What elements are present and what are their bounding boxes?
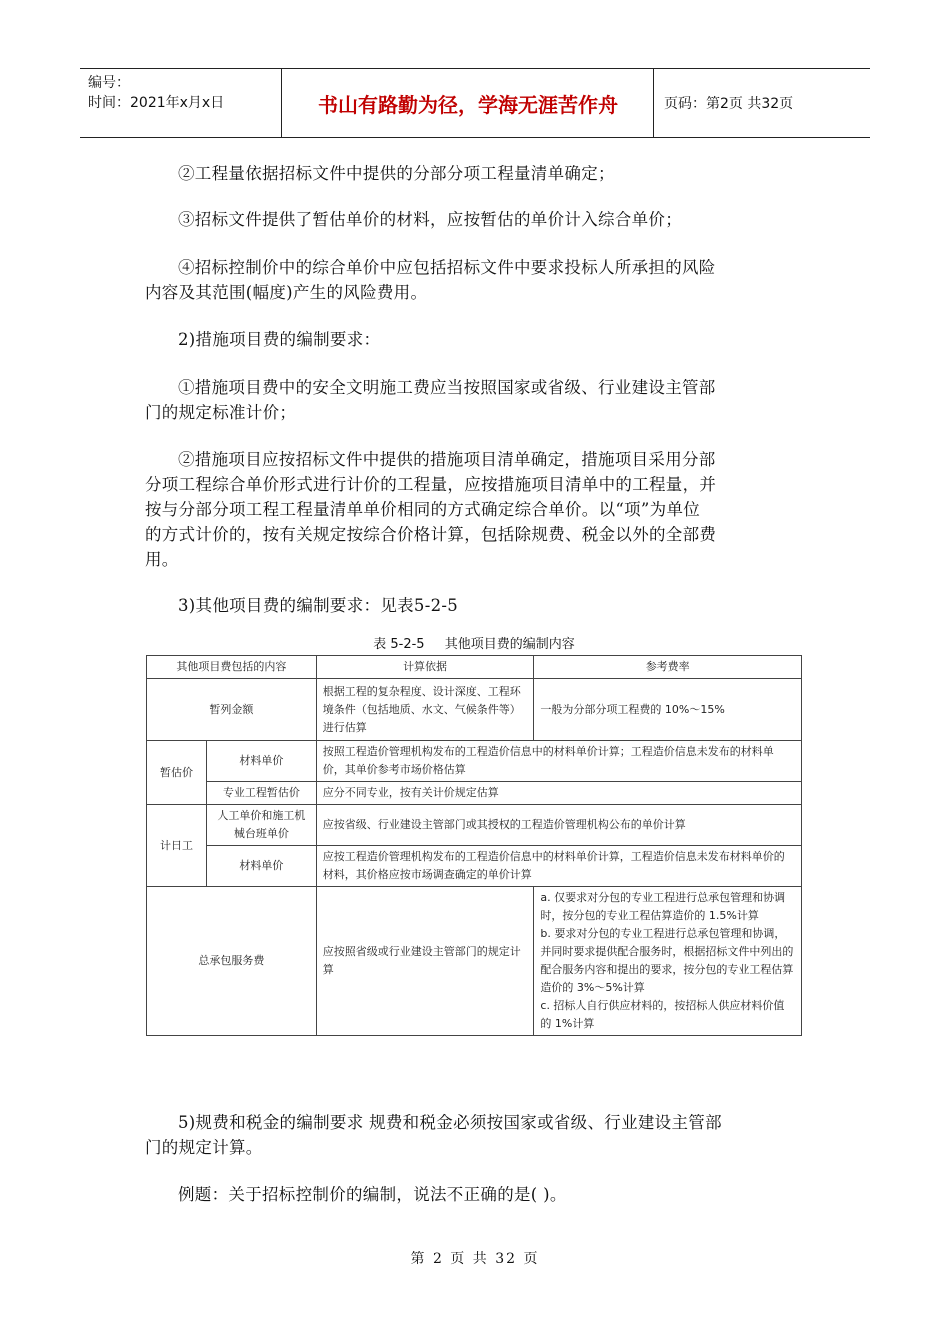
rate-option-b: b. 要求对分包的专业工程进行总承包管理和协调，并同时要求提供配合服务时，根据招标文件中列出的配合服务内容和提出的要求，按分包的专业工程估算造价的 3%～5%计算 [540, 927, 794, 994]
rate-option-a: a. 仅要求对分包的专业工程进行总承包管理和协调时，按分包的专业工程估算造价的 1.5%计算 [540, 891, 786, 922]
basis-cell: 应按省级、行业建设主管部门或其授权的工程造价管理机构公布的单价计算 [316, 805, 801, 846]
paragraph-5: ①措施项目费中的安全文明施工费应当按照国家或省级、行业建设主管部 门的规定标准计价； [145, 378, 716, 422]
number-label: 编号： [88, 75, 130, 91]
paragraph-3: ④招标控制价中的综合单价中应包括招标文件中要求投标人所承担的风险 内容及其范围(幅度)产生的风险费用。 [145, 258, 716, 302]
table-row [147, 887, 802, 1036]
paragraph-2: ③招标文件提供了暂估单价的材料，应按暂估的单价计入综合单价； [178, 210, 682, 229]
table-row [147, 741, 802, 782]
sub-item-cell: 人工单价和施工机械台班单价 [206, 805, 316, 846]
paragraph-9: 例题：关于招标控制价的编制，说法不正确的是( )。 [178, 1185, 567, 1204]
paragraph-6: ②措施项目应按招标文件中提供的措施项目清单确定，措施项目采用分部 分项工程综合单价形式进行计价的工程量，应按措施项目清单中的工程量，并 按与分部分项工程工程量清单单价相同的方式确定综合单价。以“项”为单位 的方式计价的，按有关规定按综合价格计算，包括除规费、税金以外的全部费 用。 [145, 450, 717, 569]
header-cell: 参考费率 [534, 656, 802, 679]
sub-item-cell: 材料单价 [206, 846, 316, 887]
time-label: 时间：2021年x月x日 [88, 95, 225, 111]
header-page-info: 页码：第2页 共32页 [664, 96, 794, 112]
table-caption [146, 633, 802, 652]
page-header [80, 68, 870, 138]
header-cell: 计算依据 [316, 656, 534, 679]
rate-cell: 一般为分部分项工程费的 10%～15% [534, 679, 802, 741]
header-cell: 其他项目费包括的内容 [147, 656, 317, 679]
header-motto: 书山有路勤为径，学海无涯苦作舟 [283, 69, 654, 137]
paragraph-4: 2)措施项目费的编制要求： [178, 330, 381, 349]
basis-cell: 应按照省级或行业建设主管部门的规定计算 [316, 887, 534, 1036]
paragraph-8: 5)规费和税金的编制要求 规费和税金必须按国家或省级、行业建设主管部 门的规定计算。 [145, 1113, 722, 1157]
paragraph-7: 3)其他项目费的编制要求：见表5-2-5 [178, 596, 459, 615]
other-items-fee-table [146, 655, 802, 1036]
page-footer: 第 2 页 共 32 页 [410, 1251, 540, 1267]
basis-cell: 应按工程造价管理机构发布的工程造价信息中的材料单价计算，工程造价信息未发布材料单价的材料，其价格应按市场调查确定的单价计算 [316, 846, 801, 887]
basis-cell: 根据工程的复杂程度、设计深度、工程环境条件（包括地质、水文、气候条件等）进行估算 [316, 679, 534, 741]
table-row [147, 846, 802, 887]
table-header-row [147, 656, 802, 679]
sub-item-cell: 材料单价 [206, 741, 316, 782]
group-cell: 计日工 [147, 805, 207, 887]
basis-cell: 按照工程造价管理机构发布的工程造价信息中的材料单价计算；工程造价信息未发布的材料单价，其单价参考市场价格估算 [316, 741, 801, 782]
header-meta [80, 69, 282, 137]
table-row [147, 679, 802, 741]
item-cell: 暂列金额 [147, 679, 317, 741]
sub-item-cell: 专业工程暂估价 [206, 782, 316, 805]
group-cell: 暂估价 [147, 741, 207, 805]
basis-cell: 应分不同专业，按有关计价规定估算 [316, 782, 801, 805]
rate-cell [534, 887, 802, 1036]
table-title: 其他项目费的编制内容 [444, 637, 575, 652]
item-cell: 总承包服务费 [147, 887, 317, 1036]
paragraph-1: ②工程量依据招标文件中提供的分部分项工程量清单确定； [178, 164, 615, 183]
table-row [147, 782, 802, 805]
rate-option-c: c. 招标人自行供应材料的，按招标人供应材料价值的 1%计算 [540, 999, 785, 1030]
table-row [147, 805, 802, 846]
table-number: 表 5-2-5 [373, 637, 425, 652]
